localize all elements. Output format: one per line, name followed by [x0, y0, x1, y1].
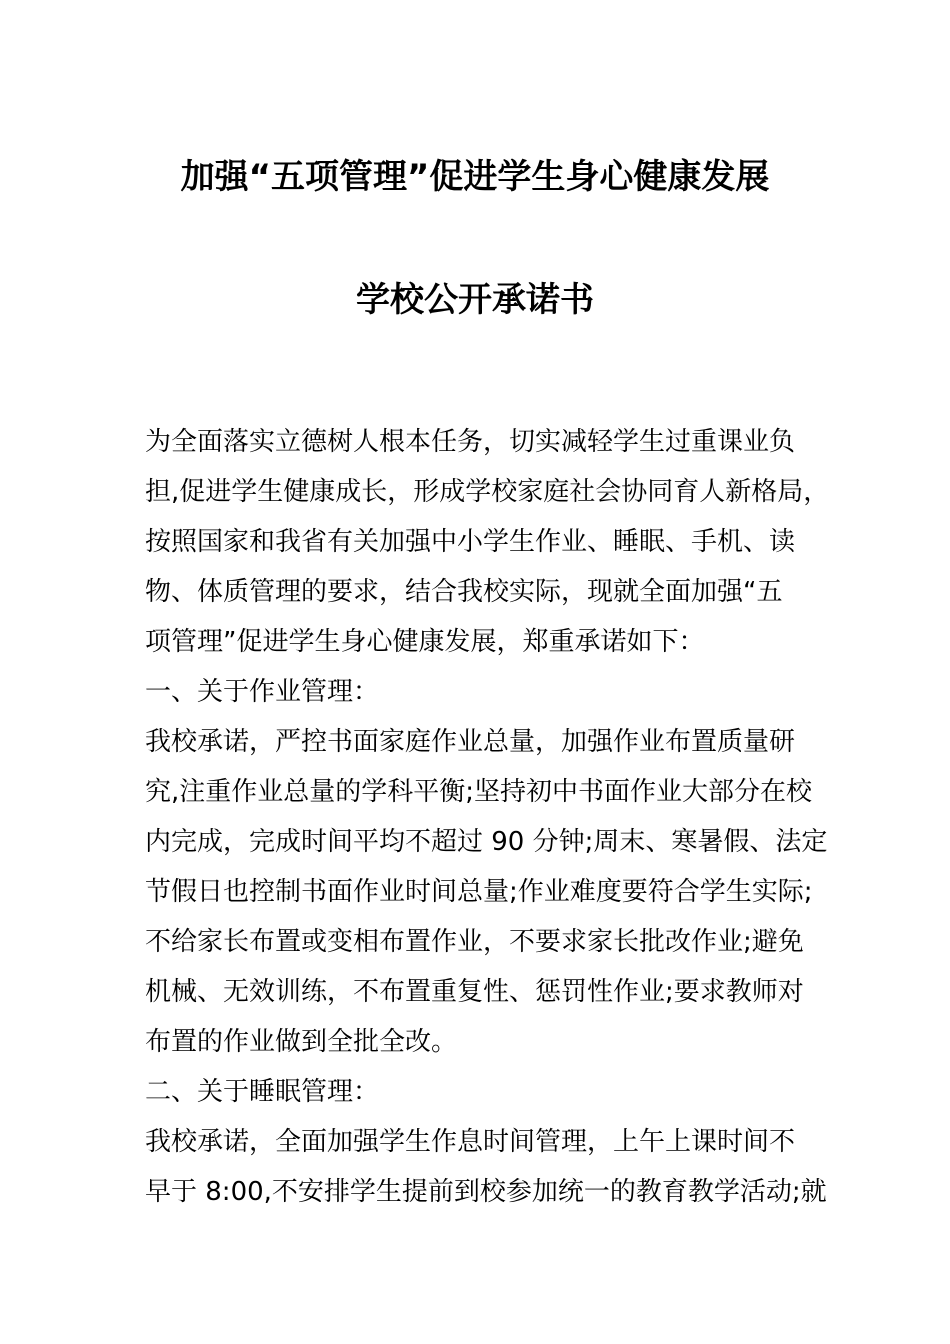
document-title: 加强“五项管理”促进学生身心健康发展	[180, 157, 770, 197]
body-line: 内完成，完成时间平均不超过 90 分钟;周末、寒暑假、法定	[145, 827, 828, 857]
body-line: 机械、无效训练，不布置重复性、惩罚性作业;要求教师对	[145, 977, 804, 1007]
body-line: 我校承诺，全面加强学生作息时间管理，上午上课时间不	[145, 1127, 796, 1157]
body-line: 不给家长布置或变相布置作业，不要求家长批改作业;避免	[145, 927, 804, 957]
document-subtitle: 学校公开承诺书	[356, 280, 594, 320]
body-line: 物、体质管理的要求，结合我校实际，现就全面加强“五	[145, 577, 783, 607]
body-line: 项管理”促进学生身心健康发展，郑重承诺如下：	[145, 627, 705, 657]
body-line: 为全面落实立德树人根本任务，切实减轻学生过重课业负	[145, 427, 796, 457]
body-line: 担,促进学生健康成长，形成学校家庭社会协同育人新格局，	[145, 477, 830, 507]
section-heading: 二、关于睡眠管理：	[145, 1077, 380, 1107]
body-line: 按照国家和我省有关加强中小学生作业、睡眠、手机、读	[145, 527, 796, 557]
body-line: 布置的作业做到全批全改。	[145, 1027, 458, 1057]
body-line: 早于 8:00,不安排学生提前到校参加统一的教育教学活动;就	[145, 1177, 827, 1207]
document-body	[145, 417, 845, 1217]
body-line: 我校承诺，严控书面家庭作业总量，加强作业布置质量研	[145, 727, 796, 757]
body-line: 节假日也控制书面作业时间总量;作业难度要符合学生实际;	[145, 877, 813, 907]
section-heading: 一、关于作业管理：	[145, 677, 380, 707]
body-line: 究,注重作业总量的学科平衡;坚持初中书面作业大部分在校	[145, 777, 813, 807]
